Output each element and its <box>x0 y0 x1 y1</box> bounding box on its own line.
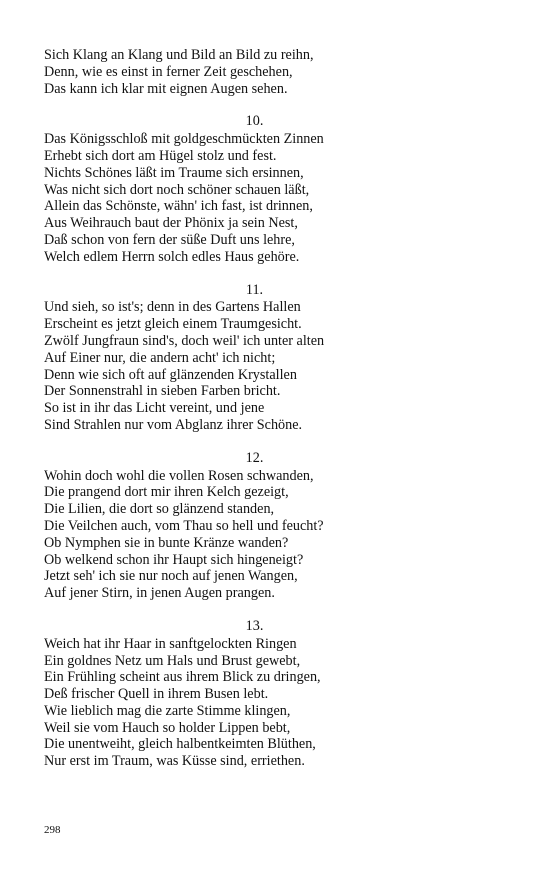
stanza-12 <box>44 450 374 602</box>
stanza-10 <box>44 113 374 265</box>
poem-line: Welch edlem Herrn solch edles Haus gehöre. <box>44 248 300 265</box>
poem-line: Die Lilien, die dort so glänzend standen, <box>44 501 275 518</box>
stanza-11 <box>44 282 374 434</box>
poem-line: Wie lieblich mag die zarte Stimme klingen, <box>44 702 291 719</box>
poem-line: Wohin doch wohl die vollen Rosen schwanden, <box>44 467 314 484</box>
poem-text <box>44 47 374 770</box>
poem-line: Deß frischer Quell in ihrem Busen lebt. <box>44 686 269 703</box>
stanza-continuation <box>44 47 374 97</box>
poem-line: Zwölf Jungfraun sind's, doch weil' ich unter alten <box>44 332 325 349</box>
poem-line: Daß schon von fern der süße Duft uns lehre, <box>44 231 295 248</box>
poem-line: Weich hat ihr Haar in sanftgelockten Ringen <box>44 635 297 652</box>
poem-line: Das kann ich klar mit eignen Augen sehen. <box>44 80 288 97</box>
page-number: 298 <box>44 824 61 836</box>
poem-line: Auf Einer nur, die andern acht' ich nicht; <box>44 349 276 366</box>
poem-line: Weil sie vom Hauch so holder Lippen bebt, <box>44 719 291 736</box>
poem-line: Die Veilchen auch, vom Thau so hell und feucht? <box>44 517 324 534</box>
poem-line: Erscheint es jetzt gleich einem Traumgesicht. <box>44 316 302 333</box>
poem-line: Sind Strahlen nur vom Abglanz ihrer Schöne. <box>44 416 303 433</box>
poem-line: Erhebt sich dort am Hügel stolz und fest. <box>44 147 277 164</box>
poem-line: Sich Klang an Klang und Bild an Bild zu reihn, <box>44 47 314 63</box>
poem-line: Auf jener Stirn, in jenen Augen prangen. <box>44 585 275 602</box>
poem-line: Ein goldnes Netz um Hals und Brust gewebt, <box>44 652 301 669</box>
stanza-13 <box>44 618 374 770</box>
stanza-number: 11. <box>245 281 264 298</box>
poem-line: Das Königsschloß mit goldgeschmückten Zinnen <box>44 131 324 148</box>
poem-line: Und sieh, so ist's; denn in des Gartens Hallen <box>44 299 301 316</box>
poem-line: Denn wie sich oft auf glänzenden Krystallen <box>44 366 297 383</box>
poem-line: Die unentweiht, gleich halbentkeimten Blüthen, <box>44 736 316 753</box>
poem-line: So ist in ihr das Licht vereint, und jene <box>44 400 265 417</box>
poem-line: Nichts Schönes läßt im Traume sich ersinnen, <box>44 164 304 181</box>
poem-line: Aus Weihrauch baut der Phönix ja sein Nest, <box>44 215 298 232</box>
poem-line: Allein das Schönste, wähn' ich fast, ist drinnen, <box>44 198 313 215</box>
poem-line: Der Sonnenstrahl in sieben Farben bricht. <box>44 383 281 400</box>
poem-line: Ob Nymphen sie in bunte Kränze wanden? <box>44 534 289 551</box>
poem-line: Jetzt seh' ich sie nur noch auf jenen Wangen, <box>44 568 298 585</box>
poem-line: Nur erst im Traum, was Küsse sind, erriethen. <box>44 753 305 770</box>
stanza-number: 10. <box>245 113 264 130</box>
stanza-number: 12. <box>245 449 264 466</box>
poem-line: Ein Frühling scheint aus ihrem Blick zu dringen, <box>44 669 321 686</box>
poem-line: Die prangend dort mir ihren Kelch gezeigt, <box>44 484 289 501</box>
stanza-number: 13. <box>245 617 264 634</box>
poem-line: Was nicht sich dort noch schöner schauen läßt, <box>44 181 310 198</box>
poem-line: Ob welkend schon ihr Haupt sich hingeneigt? <box>44 551 304 568</box>
poem-line: Denn, wie es einst in ferner Zeit geschehen, <box>44 63 293 80</box>
